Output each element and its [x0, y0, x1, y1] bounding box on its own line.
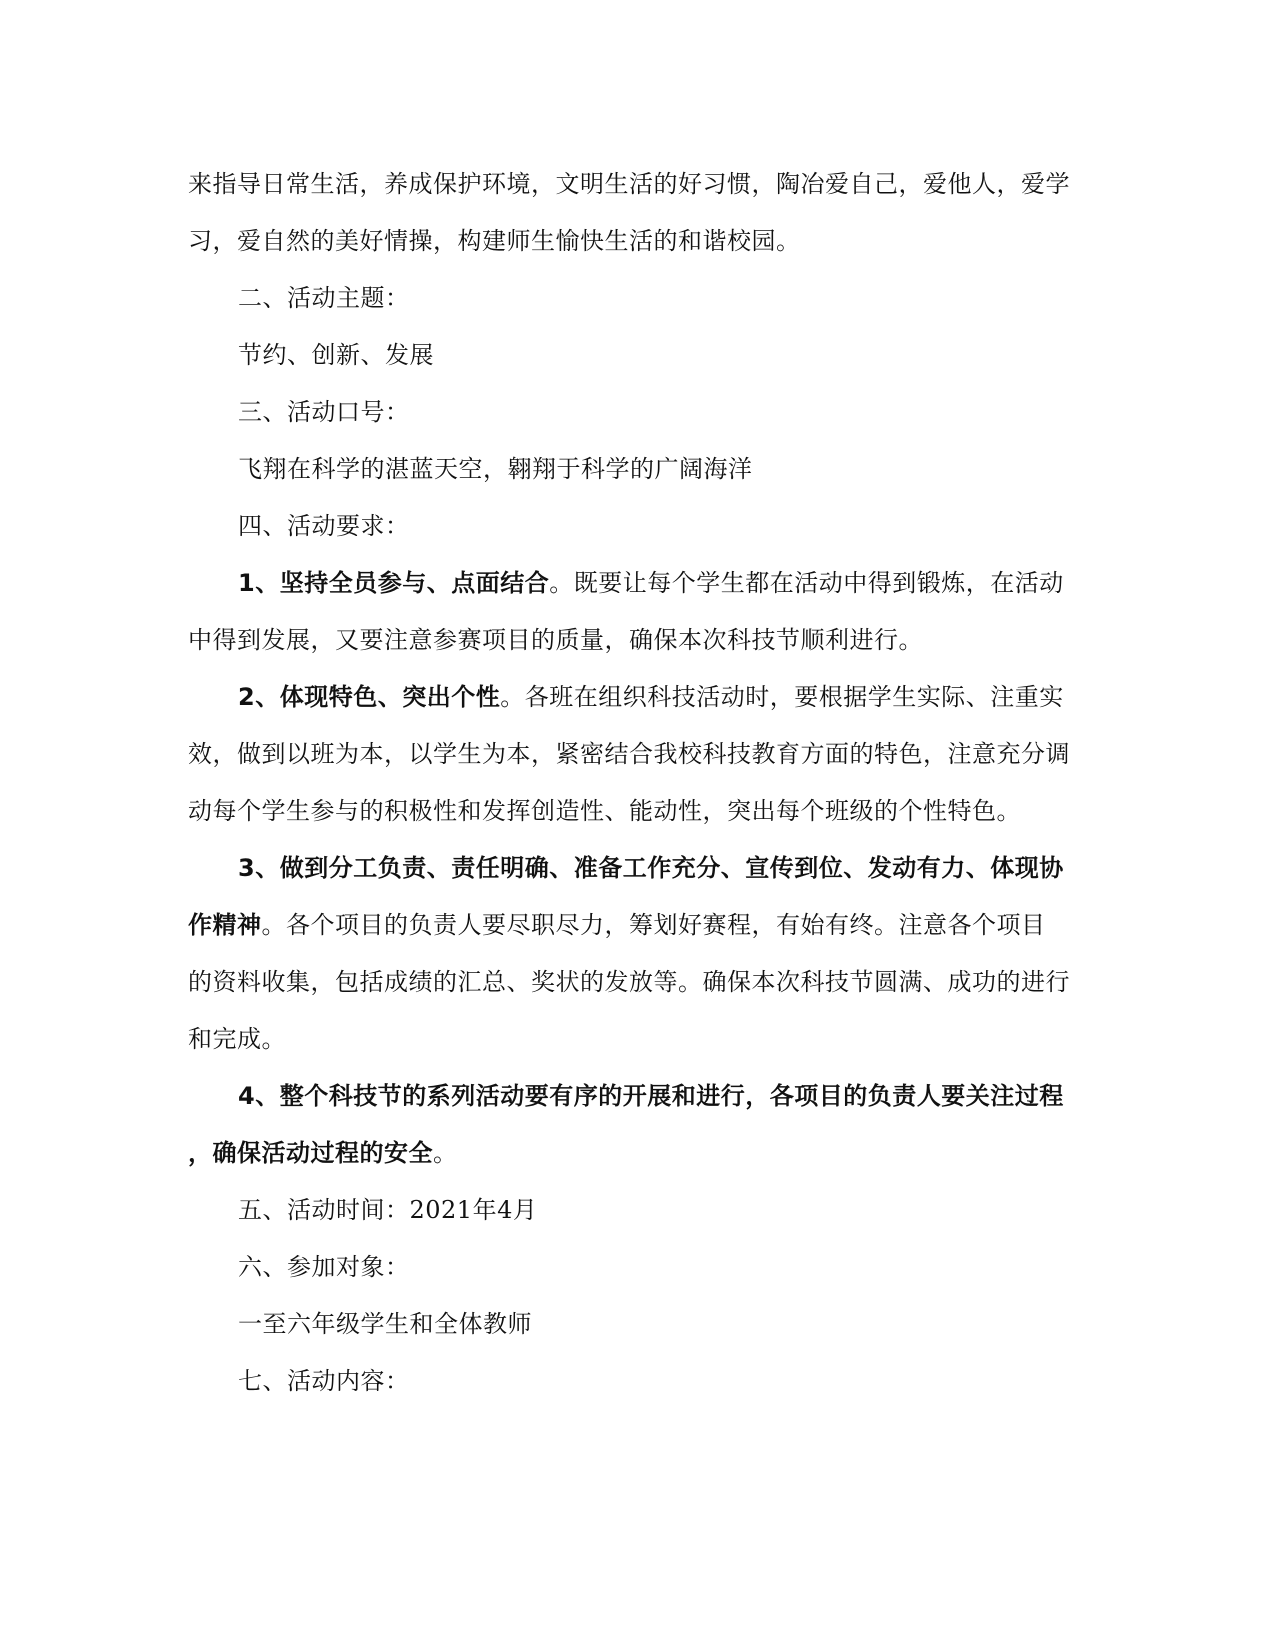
- section-heading-participants: [238, 1252, 410, 1282]
- section-heading-time: [238, 1195, 537, 1225]
- section-heading-slogan: [238, 397, 410, 427]
- paragraph-line: [188, 625, 923, 655]
- line-text: 三、活动口号：: [238, 398, 410, 426]
- line-text: 。既要让每个学生都在活动中得到锻炼，在活动: [549, 569, 1064, 597]
- requirement-3-line: [238, 853, 1064, 883]
- bold-lead: 作精神: [188, 911, 262, 939]
- paragraph-line: [188, 796, 1021, 826]
- line-text: 和完成。: [188, 1025, 286, 1053]
- line-text: 效，做到以班为本，以学生为本，紧密结合我校科技教育方面的特色，注意充分调: [188, 740, 1070, 768]
- line-text: 的资料收集，包括成绩的汇总、奖状的发放等。确保本次科技节圆满、成功的进行: [188, 968, 1070, 996]
- bold-lead: 1、坚持全员参与、点面结合: [238, 569, 550, 597]
- paragraph-line: [188, 967, 1070, 997]
- section-heading-content: [238, 1366, 410, 1396]
- line-text: 四、活动要求：: [238, 512, 410, 540]
- requirement-4-line: [238, 1081, 1064, 1111]
- line-text: 来指导日常生活，养成保护环境，文明生活的好习惯，陶冶爱自己，爱他人，爱学: [188, 170, 1070, 198]
- requirement-1-line: [238, 568, 1064, 598]
- line-text: 。各班在组织科技活动时，要根据学生实际、注重实: [500, 683, 1064, 711]
- line-text: 习，爱自然的美好情操，构建师生愉快生活的和谐校园。: [188, 227, 801, 255]
- section-heading-theme: [238, 283, 410, 313]
- line-text: 。: [433, 1139, 458, 1167]
- bold-lead: 3、做到分工负责、责任明确、准备工作充分、宣传到位、发动有力、体现协: [238, 854, 1064, 882]
- paragraph-line: [188, 226, 801, 256]
- paragraph-line: [238, 340, 434, 370]
- line-text: 飞翔在科学的湛蓝天空，翱翔于科学的广阔海洋: [238, 455, 753, 483]
- requirement-2-line: [238, 682, 1064, 712]
- bold-lead: ，确保活动过程的安全: [188, 1139, 433, 1167]
- paragraph-line: [188, 1024, 286, 1054]
- paragraph-line: [188, 169, 1070, 199]
- paragraph-line: [188, 739, 1070, 769]
- paragraph-line: [238, 1309, 532, 1339]
- line-text: 中得到发展，又要注意参赛项目的质量，确保本次科技节顺利进行。: [188, 626, 923, 654]
- line-text: 七、活动内容：: [238, 1367, 410, 1395]
- line-text: 。各个项目的负责人要尽职尽力，筹划好赛程，有始有终。注意各个项目: [261, 911, 1046, 939]
- paragraph-line: [188, 1138, 458, 1168]
- paragraph-line: [188, 910, 1046, 940]
- bold-lead: 2、体现特色、突出个性: [238, 683, 501, 711]
- line-text: 六、参加对象：: [238, 1253, 410, 1281]
- line-text: 五、活动时间：2021年4月: [238, 1196, 538, 1224]
- line-text: 动每个学生参与的积极性和发挥创造性、能动性，突出每个班级的个性特色。: [188, 797, 1021, 825]
- paragraph-line: [238, 454, 753, 484]
- line-text: 二、活动主题：: [238, 284, 410, 312]
- line-text: 一至六年级学生和全体教师: [238, 1310, 532, 1338]
- section-heading-requirements: [238, 511, 410, 541]
- bold-lead: 4、整个科技节的系列活动要有序的开展和进行，各项目的负责人要关注过程: [238, 1082, 1064, 1110]
- line-text: 节约、创新、发展: [238, 341, 434, 369]
